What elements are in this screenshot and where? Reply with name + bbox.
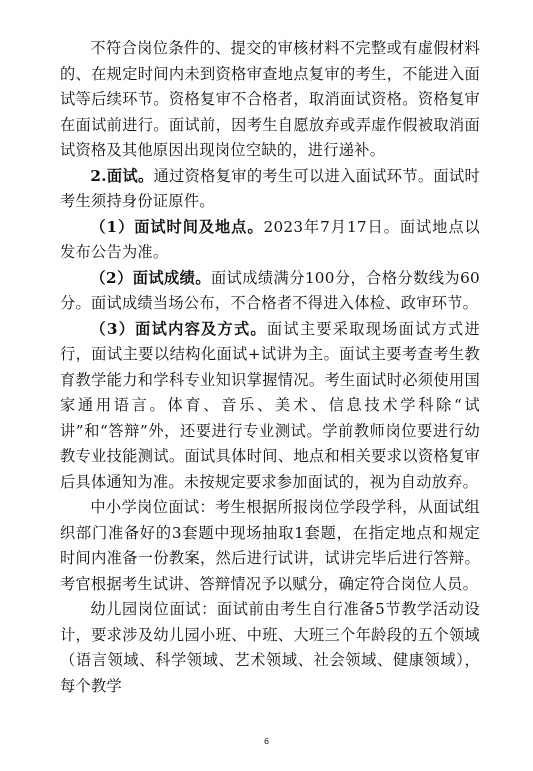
body-interview: 通过资格复审的考生可以进入面试环节。面试时考生须持身份证原件。 [60,166,480,210]
paragraph-disqualification: 不符合岗位条件的、提交的审核材料不完整或有虚假材料的、在规定时间内未到资格审查地点复审的考生，不能进入面试等后续环节。资格复审不合格者，取消面试资格。资格复审在面试前进行。面试前，因考生自愿放弃或弄虚作假被取消面试资格及其他原因出现岗位空缺的，进行递补。 [60,39,480,159]
paragraph-school-interview: 中小学岗位面试：考生根据所报岗位学段学科，从面试组织部门准备好的3套题中现场抽取1套题，在指定地点和规定时间内准备一份教案，然后进行试讲，试讲完毕后进行答辩。考官根据考生试讲、答辩情况予以赋分，确定符合岗位人员。 [60,498,480,593]
heading-interview-time-place: （1）面试时间及地点。 [90,217,264,236]
heading-interview: 2.面试。 [90,166,154,185]
document-page [60,36,480,699]
paragraph-kindergarten-interview: 幼儿园岗位面试：面试前由考生自行准备5节教学活动设计，要求涉及幼儿园小班、中班、大班三个年龄段的五个领域（语言领域、科学领域、艺术领域、社会领域、健康领域），每个教学 [60,600,480,695]
paragraph-interview [60,164,480,215]
body-interview-content: 面试主要采取现场面试方式进行，面试主要以结构化面试+试讲为主。面试主要考查考生教育教学能力和学科专业知识掌握情况。考生面试时必须使用国家通用语言。体育、音乐、美术、信息技术学科除“试讲”和“答辩”外，还要进行专业测试。学前教师岗位要进行幼教专业技能测试。面试具体时间、地点和相关要求以资格复审后具体通知为准。未按规定要求参加面试的，视为自动放弃。 [60,319,480,491]
body-interview-time-place: 2023年7月17日。面试地点以发布公告为准。 [60,217,480,261]
heading-interview-score: （2）面试成绩。 [90,268,211,287]
paragraph-interview-content [60,317,480,496]
paragraph-interview-score [60,266,480,317]
paragraph-interview-time-place [60,215,480,266]
heading-interview-content: （3）面试内容及方式。 [90,319,267,338]
page-number: 6 [263,737,270,746]
body-interview-score: 面试成绩满分100分，合格分数线为60分。面试成绩当场公布，不合格者不得进入体检、政审环节。 [60,268,480,312]
